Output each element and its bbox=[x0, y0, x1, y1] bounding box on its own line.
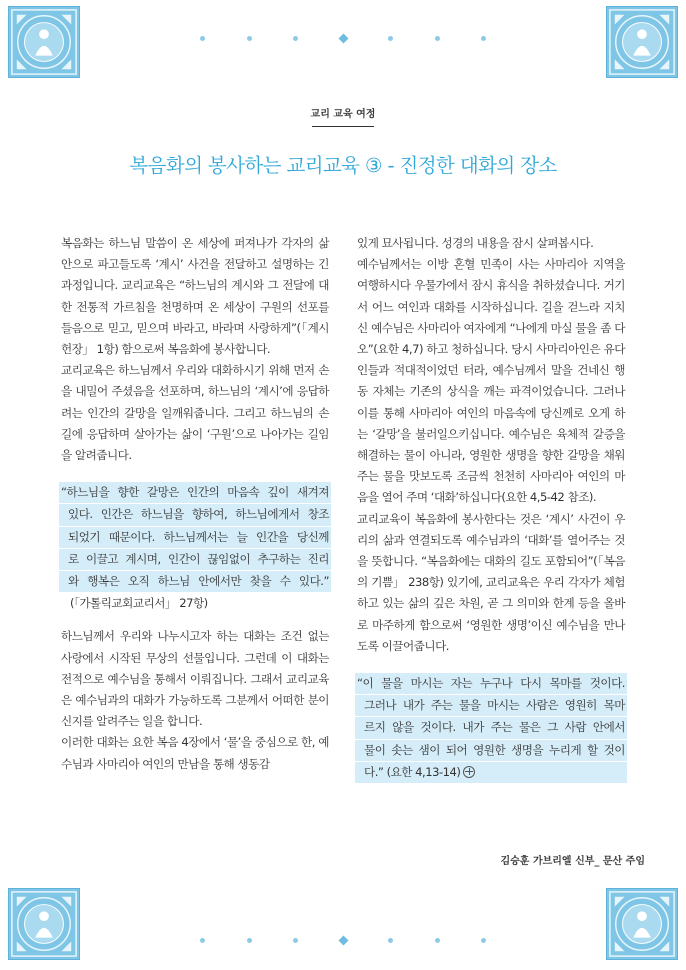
dot-icon bbox=[200, 36, 205, 41]
decorative-dots-bottom bbox=[200, 935, 486, 945]
gospel-quote bbox=[357, 673, 625, 783]
quote-line: 로 이끌고 계시며, 인간이 끊임없이 추구하는 진리 bbox=[59, 549, 331, 570]
ornament-tile-icon bbox=[9, 889, 79, 959]
dot-icon bbox=[293, 36, 298, 41]
quote-line-final bbox=[355, 762, 627, 783]
dot-icon bbox=[247, 938, 252, 943]
quote-line: “이 물을 마시는 자는 누구나 다시 목마를 것이다. bbox=[355, 673, 627, 694]
spacer bbox=[61, 466, 329, 482]
corner-ornament-bottom-right bbox=[606, 888, 678, 960]
corner-ornament-top-right bbox=[606, 6, 678, 78]
corner-ornament-bottom-left bbox=[8, 888, 80, 960]
article-title: 복음화의 봉사하는 교리교육 ③ - 진정한 대화의 장소 bbox=[129, 154, 557, 177]
ornament-tile-icon bbox=[607, 889, 677, 959]
paragraph: 교리교육이 복음화에 봉사한다는 것은 ‘계시’ 사건이 우리의 삶과 연결되도록 예수님과의 ‘대화’를 열어주는 것을 뜻합니다. “복음화에는 대화의 길도 포함되어”(「복음의 기쁨」 238항) 있기에, 교리교육은 우리 각자가 체험하고 있는 삶의 깊은 차원, 곧 그 의미와 한계 등을 올바로 마주하게 함으로써 ‘영원한 생명’이신 예수님을 만나도록 이끌어줍니다. bbox=[357, 511, 625, 653]
quote-line: 되었기 때문이다. 하느님께서는 늘 인간을 당신께 bbox=[59, 527, 331, 548]
dot-icon bbox=[388, 938, 393, 943]
paragraph: 있게 묘사됩니다. 성경의 내용을 잠시 살펴봅시다. bbox=[357, 236, 594, 250]
dot-icon bbox=[200, 938, 205, 943]
cross-circle-icon bbox=[463, 766, 475, 778]
ornament-tile-icon bbox=[607, 7, 677, 77]
dot-icon bbox=[388, 36, 393, 41]
decorative-dots-top bbox=[200, 33, 486, 43]
paragraph: 하느님께서 우리와 나누시고자 하는 대화는 조건 없는 사랑에서 시작된 무상의 선물입니다. 그런데 이 대화는 전적으로 예수님을 통해서 이뤄집니다. 그래서 교리교육은 예수님과의 대화가 가능하도록 그분께서 어떠한 분이신지를 알려주는 일을 합니다. bbox=[61, 629, 329, 729]
dot-icon bbox=[247, 36, 252, 41]
ornament-tile-icon bbox=[9, 7, 79, 77]
quote-line-text: 다.” (요한 4,13-14) bbox=[364, 764, 461, 779]
spacer bbox=[61, 614, 329, 626]
quote-citation: (「가톨릭교회교리서」 27항) bbox=[70, 596, 208, 611]
dot-icon bbox=[293, 938, 298, 943]
left-column bbox=[61, 233, 329, 775]
section-label: 교리 교육 여정 bbox=[310, 109, 376, 120]
dot-icon bbox=[435, 36, 440, 41]
quote-line: 물이 솟는 샘이 되어 영원한 생명을 누리게 할 것이 bbox=[355, 740, 627, 761]
quote-line: “하느님을 향한 갈망은 인간의 마음속 깊이 새겨져 bbox=[59, 482, 331, 503]
quote-line: 있다. 인간은 하느님을 향하여, 하느님에게서 창조 bbox=[59, 504, 331, 525]
quote-line: 와 행복은 오직 하느님 안에서만 찾을 수 있다.” bbox=[59, 571, 331, 592]
diamond-icon bbox=[338, 935, 348, 945]
paragraph: 교리교육은 하느님께서 우리와 대화하시기 위해 먼저 손을 내밀어 주셨음을 선포하며, 하느님의 ‘계시’에 응답하려는 인간의 갈망을 일깨워줍니다. 그리고 하느님의 손길에 응답하며 살아가는 삶이 ‘구원’으로 나아가는 길임을 알려줍니다. bbox=[61, 363, 329, 463]
section-rule bbox=[312, 126, 374, 127]
paragraph: 이러한 대화는 요한 복음 4장에서 ‘물’을 중심으로 한, 예수님과 사마리아 여인의 만남을 통해 생동감 bbox=[61, 735, 329, 771]
author-byline: 김승훈 가브리엘 신부_ 문산 주임 bbox=[500, 856, 645, 867]
catechism-quote bbox=[61, 482, 329, 614]
paragraph: 복음화는 하느님 말씀이 온 세상에 퍼져나가 각자의 삶 안으로 파고들도록 ‘계시’ 사건을 전달하고 설명하는 긴 과정입니다. 교리교육은 “하느님의 계시와 그 전달에 대한 전통적 가르침을 천명하며 온 세상이 구원의 선포를 들음으로 믿고, 믿으며 바라고, 바라며 사랑하게”(「계시헌장」 1항) 함으로써 복음화에 봉사합니다. bbox=[61, 236, 329, 357]
diamond-icon bbox=[338, 33, 348, 43]
paragraph: 예수님께서는 이방 혼혈 민족이 사는 사마리아 지역을 여행하시다 우물가에서 잠시 휴식을 취하셨습니다. 거기서 어느 여인과 대화를 시작하십니다. 길을 걷느라 지치신 예수님은 사마리아 여자에게 “나에게 마실 물을 좀 다오”(요한 4,7) 하고 청하십니다. 당시 사마리아인은 유다인들과 적대적이었던 터라, 예수님께서 말을 건네신 행동 자체는 기존의 상식을 깨는 파격이었습니다. 그러나 이를 통해 사마리아 여인의 마음속에 당신께로 오게 하는 ‘갈망’을 불러일으키십니다. 예수님은 육체적 갈증을 해결하는 물이 아니라, 영원한 생명을 향한 갈망을 채워주는 물을 맛보도록 조금씩 천천히 사마리아 여인의 마음을 열어 주며 ‘대화’하십니다(요한 4,5-42 참조). bbox=[357, 257, 625, 505]
dot-icon bbox=[481, 36, 486, 41]
quote-line: 그러나 내가 주는 물을 마시는 사람은 영원히 목마 bbox=[355, 695, 627, 716]
right-column bbox=[357, 233, 625, 784]
dot-icon bbox=[435, 938, 440, 943]
quote-line: 르지 않을 것이다. 내가 주는 물은 그 사람 안에서 bbox=[355, 717, 627, 738]
spacer bbox=[357, 657, 625, 673]
corner-ornament-top-left bbox=[8, 6, 80, 78]
dot-icon bbox=[481, 938, 486, 943]
